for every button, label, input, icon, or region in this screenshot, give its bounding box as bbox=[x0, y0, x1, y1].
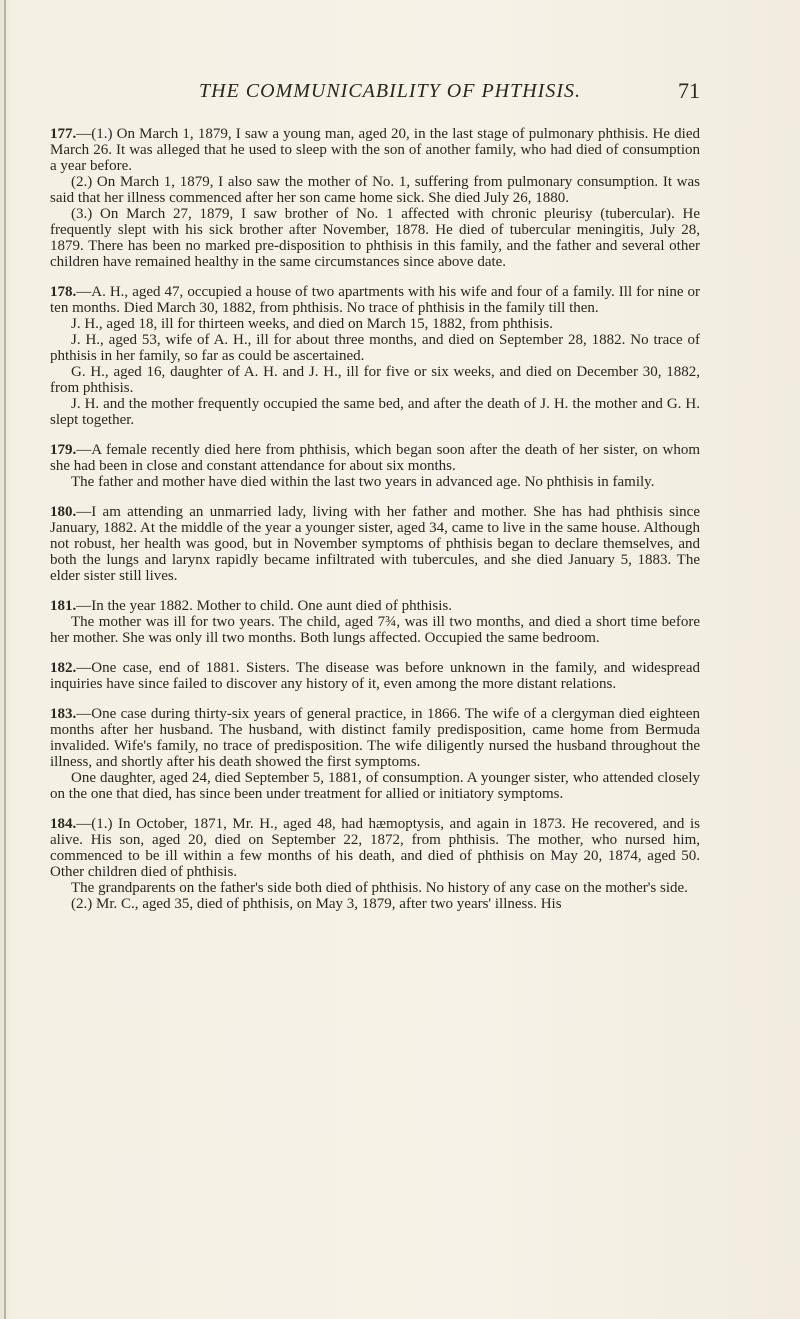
case-paragraph: (3.) On March 27, 1879, I saw brother of No. 1 affected with chronic pleurisy (tubercular). He frequently slept with his sick brother after November, 1878. He died of tubercular meningitis, July 28, 1879. There has been no marked pre-disposition to phthisis in this family, and the father and several other children have remained healthy in the same circumstances since above date. bbox=[50, 206, 700, 270]
case-entry-183 bbox=[50, 706, 700, 802]
case-paragraph bbox=[50, 442, 700, 474]
body-text bbox=[50, 126, 700, 926]
case-paragraph: (2.) Mr. C., aged 35, died of phthisis, on May 3, 1879, after two years' illness. His bbox=[71, 896, 562, 912]
case-number: 183. bbox=[50, 706, 77, 722]
page-number: 71 bbox=[678, 78, 700, 103]
case-paragraph bbox=[50, 504, 700, 584]
case-entry-178 bbox=[50, 284, 700, 428]
case-paragraph bbox=[50, 598, 700, 614]
paragraph-text: —A. H., aged 47, occupied a house of two apartments with his wife and four of a family. Ill for nine or ten months. Died March 30, 1882, from phthisis. No trace of phthisis in the family till then. bbox=[50, 284, 700, 316]
case-number: 181. bbox=[50, 598, 77, 614]
case-number: 180. bbox=[50, 504, 77, 520]
page-header bbox=[160, 80, 700, 112]
case-number: 178. bbox=[50, 284, 77, 300]
paragraph-text: —(1.) On March 1, 1879, I saw a young man, aged 20, in the last stage of pulmonary phthisis. He died March 26. It was alleged that he used to sleep with the son of another family, who had died of consumption a year before. bbox=[50, 126, 700, 174]
case-entry-182 bbox=[50, 660, 700, 692]
case-number: 184. bbox=[50, 816, 77, 832]
case-number: 177. bbox=[50, 126, 77, 142]
case-paragraph bbox=[50, 126, 700, 174]
case-paragraph bbox=[50, 816, 700, 880]
case-number: 179. bbox=[50, 442, 77, 458]
running-title: THE COMMUNICABILITY OF PHTHISIS. bbox=[199, 80, 581, 102]
case-paragraph bbox=[50, 284, 700, 316]
case-paragraph: The father and mother have died within the last two years in advanced age. No phthisis in family. bbox=[71, 474, 655, 490]
case-paragraph: J. H., aged 18, ill for thirteen weeks, and died on March 15, 1882, from phthisis. bbox=[71, 316, 553, 332]
case-number: 182. bbox=[50, 660, 77, 676]
paragraph-text: —In the year 1882. Mother to child. One aunt died of phthisis. bbox=[76, 598, 453, 614]
paragraph-text: —A female recently died here from phthisis, which began soon after the death of her sister, on whom she had been in close and constant attendance for about six months. bbox=[50, 442, 700, 474]
case-paragraph: The grandparents on the father's side both died of phthisis. No history of any case on the mother's side. bbox=[71, 880, 688, 896]
paragraph-text: —I am attending an unmarried lady, living with her father and mother. She has had phthisis since January, 1882. At the middle of the year a younger sister, aged 34, came to live in the same house. Although not robust, her health was good, but in November symptoms of phthisis began to declare themselves, and both the lungs and larynx rapidly became infiltrated with tubercules, and she died January 5, 1883. The elder sister still lives. bbox=[50, 504, 700, 584]
case-paragraph bbox=[50, 660, 700, 692]
case-entry-179 bbox=[50, 442, 700, 490]
paragraph-text: —One case, end of 1881. Sisters. The disease was before unknown in the family, and widespread inquiries have since failed to discover any history of it, even among the more distant relations. bbox=[50, 660, 700, 692]
case-paragraph: One daughter, aged 24, died September 5, 1881, of consumption. A younger sister, who attended closely on the one that died, has since been under treatment for allied or initiatory symptoms. bbox=[50, 770, 700, 802]
case-entry-181 bbox=[50, 598, 700, 646]
case-paragraph: G. H., aged 16, daughter of A. H. and J. H., ill for five or six weeks, and died on December 30, 1882, from phthisis. bbox=[50, 364, 700, 396]
paragraph-text: —(1.) In October, 1871, Mr. H., aged 48, had hæmoptysis, and again in 1873. He recovered, and is alive. His son, aged 20, died on September 22, 1872, from phthisis. The mother, who nursed him, commenced to be ill within a few months of his death, and died of phthisis on May 20, 1874, aged 50. Other children died of phthisis. bbox=[50, 816, 700, 880]
binding-gutter bbox=[4, 0, 6, 1319]
case-paragraph: J. H., aged 53, wife of A. H., ill for about three months, and died on September 28, 1882. No trace of phthisis in her family, so far as could be ascertained. bbox=[50, 332, 700, 364]
case-entry-180 bbox=[50, 504, 700, 584]
case-paragraph: (2.) On March 1, 1879, I also saw the mother of No. 1, suffering from pulmonary consumption. It was said that her illness commenced after her son came home sick. She died July 26, 1880. bbox=[50, 174, 700, 206]
paragraph-text: —One case during thirty-six years of general practice, in 1866. The wife of a clergyman died eighteen months after her husband. The husband, with distinct family predisposition, came home from Bermuda invalided. Wife's family, no trace of predisposition. The wife diligently nursed the husband throughout the illness, and shortly after his death showed the first symptoms. bbox=[50, 706, 700, 770]
case-paragraph: The mother was ill for two years. The child, aged 7¾, was ill two months, and died a short time before her mother. She was only ill two months. Both lungs affected. Occupied the same bedroom. bbox=[50, 614, 700, 646]
case-paragraph: J. H. and the mother frequently occupied the same bed, and after the death of J. H. the mother and G. H. slept together. bbox=[50, 396, 700, 428]
case-entry-177 bbox=[50, 126, 700, 270]
case-entry-184 bbox=[50, 816, 700, 912]
case-paragraph bbox=[50, 706, 700, 770]
